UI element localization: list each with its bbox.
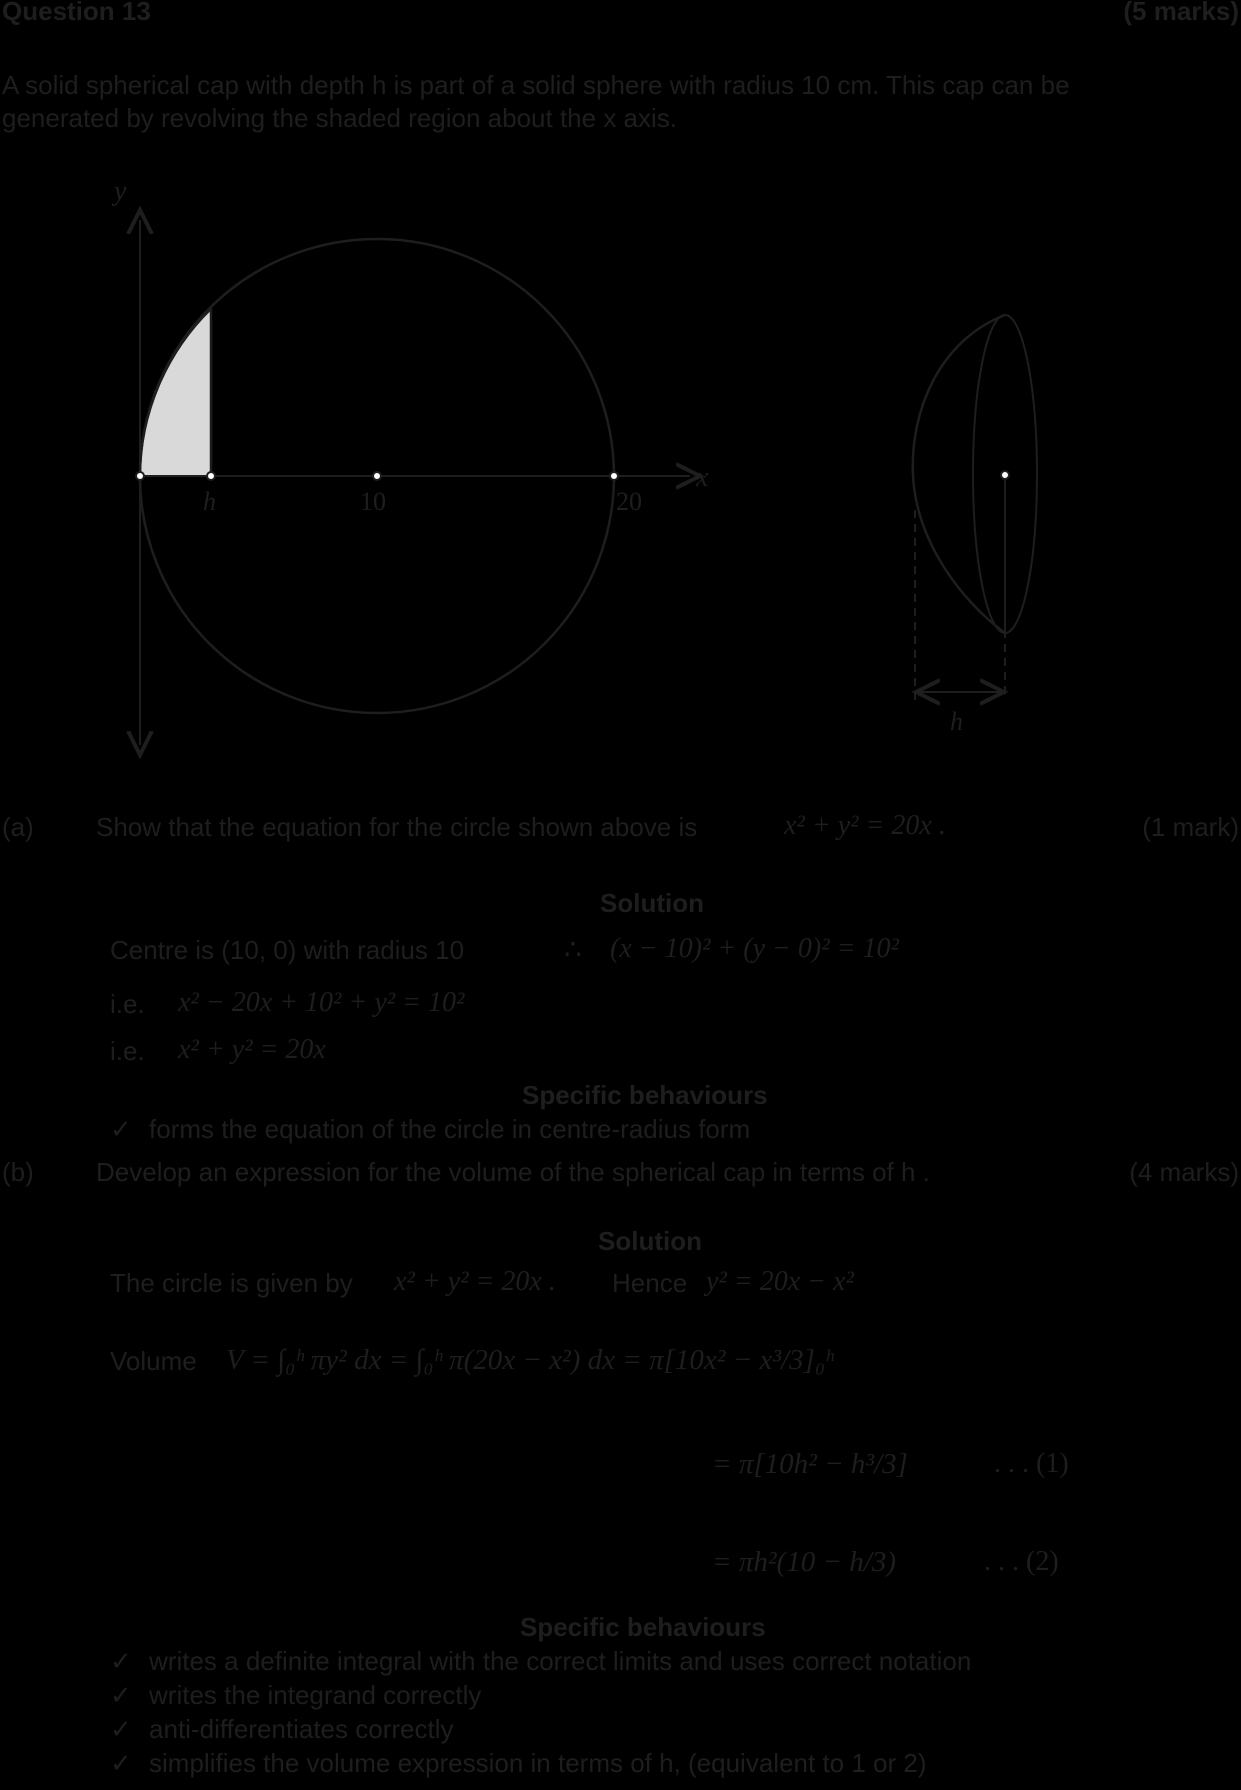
part-b-line-1-text: The circle is given by	[110, 1268, 353, 1298]
part-b-prompt: Develop an expression for the volume of the spherical cap in terms of h .	[96, 1157, 930, 1187]
part-b-step-2-tag: . . . (2)	[984, 1546, 1059, 1577]
part-a-solution-title: Solution	[600, 888, 704, 918]
spherical-cap-figure	[880, 300, 1040, 740]
part-b-behaviour-item: ✓ simplifies the volume expression in terms of h, (equivalent to 1 or 2)	[110, 1748, 927, 1779]
tick-label-h: h	[203, 487, 216, 516]
check-icon: ✓	[110, 1749, 132, 1779]
part-b-marks: (4 marks)	[1129, 1157, 1239, 1187]
part-a-prompt: Show that the equation for the circle shown above is	[96, 812, 698, 842]
check-icon: ✓	[110, 1647, 132, 1677]
part-a-line-3-math: x² + y² = 20x	[178, 1034, 326, 1065]
cap-centre-point	[1001, 471, 1009, 479]
part-a-label: (a)	[2, 812, 34, 842]
part-a-equation: x² + y² = 20x .	[784, 810, 946, 841]
part-b-line-1-math2: y² = 20x − x²	[706, 1266, 854, 1297]
check-icon: ✓	[110, 1681, 132, 1711]
check-icon: ✓	[110, 1115, 132, 1145]
x-axis-label: x	[696, 462, 709, 493]
part-b-step-1-tag: . . . (1)	[994, 1448, 1069, 1479]
point-h	[207, 472, 215, 480]
part-b-step-1: = π[10h² − h³/3]	[712, 1448, 908, 1480]
intro-line-1: A solid spherical cap with depth h is part of a solid sphere with radius 10 cm. This cap can be	[2, 70, 1070, 100]
part-a-behaviour-item: ✓ forms the equation of the circle in centre-radius form	[110, 1114, 751, 1145]
part-a-line-2-prefix: i.e.	[110, 989, 145, 1019]
circle-graph-figure	[110, 170, 730, 760]
part-b-line-1-math: x² + y² = 20x .	[394, 1266, 556, 1297]
check-icon: ✓	[110, 1715, 132, 1745]
part-b-volume-expression: V = ∫₀ʰ πy² dx = ∫₀ʰ π(20x − x²) dx = π[10x² − x³/3]₀ʰ	[226, 1344, 834, 1376]
part-a-behaviours-title: Specific behaviours	[522, 1080, 768, 1110]
part-a-line-1-text: Centre is (10, 0) with radius 10	[110, 935, 465, 965]
part-a-line-2-math: x² − 20x + 10² + y² = 10²	[178, 987, 465, 1018]
point-origin	[136, 472, 144, 480]
part-b-behaviour-item: ✓ anti-differentiates correctly	[110, 1714, 454, 1745]
point-10	[373, 472, 381, 480]
part-b-behaviours-title: Specific behaviours	[520, 1612, 766, 1642]
part-b-behaviour-item: ✓ writes a definite integral with the correct limits and uses correct notation	[110, 1646, 972, 1677]
depth-label-h: h	[950, 707, 963, 736]
part-a-line-3-prefix: i.e.	[110, 1036, 145, 1066]
tick-label-10: 10	[360, 487, 386, 516]
part-a-therefore: ∴	[564, 935, 582, 966]
part-a-line-1-math: (x − 10)² + (y − 0)² = 10²	[610, 933, 899, 964]
part-b-step-2: = πh²(10 − h/3)	[712, 1546, 896, 1578]
question-label: Question 13	[2, 0, 151, 26]
part-b-solution-title: Solution	[598, 1226, 702, 1256]
shaded-cap-region	[140, 309, 211, 476]
point-20	[610, 472, 618, 480]
tick-label-20: 20	[616, 487, 642, 516]
question-marks: (5 marks)	[1123, 0, 1239, 26]
y-axis-label: y	[114, 176, 127, 207]
part-a-marks: (1 mark)	[1142, 812, 1239, 842]
part-b-hence: Hence	[612, 1268, 688, 1298]
intro-line-2: generated by revolving the shaded region about the x axis.	[2, 103, 678, 133]
cap-outline	[913, 315, 1005, 633]
part-b-volume-label: Volume	[110, 1346, 197, 1376]
part-b-label: (b)	[2, 1157, 34, 1187]
part-b-behaviour-item: ✓ writes the integrand correctly	[110, 1680, 482, 1711]
